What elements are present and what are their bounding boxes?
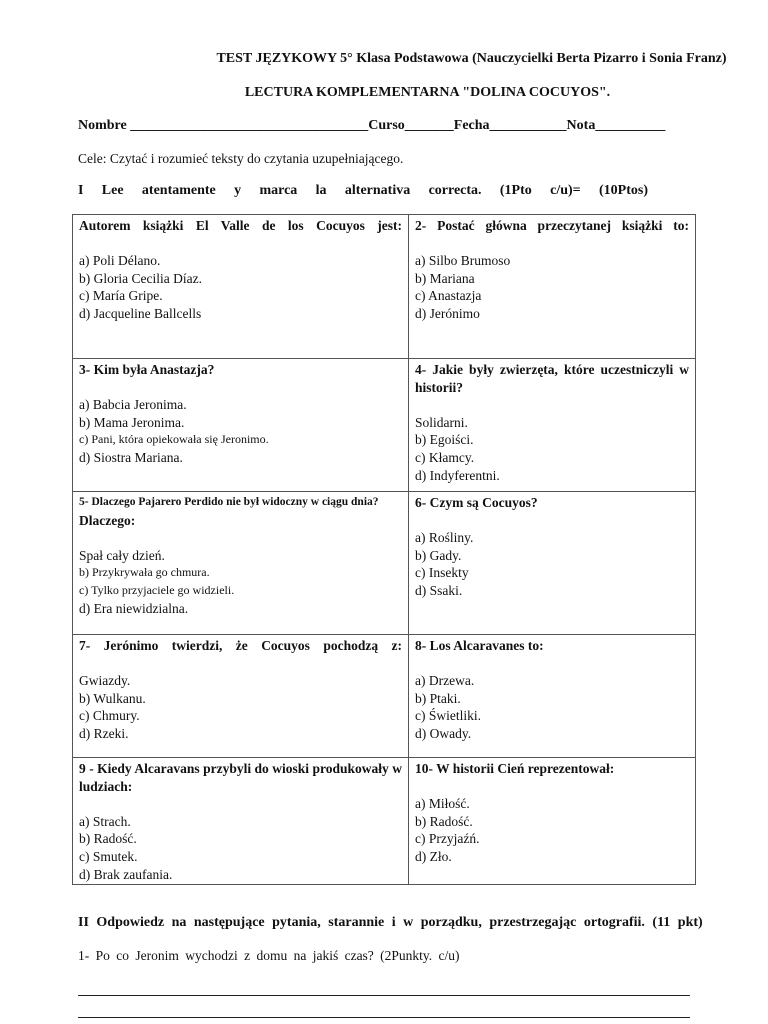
- question-title: Autorem książki El Valle de los Cocuyos jest:: [79, 218, 402, 233]
- question-cell-5: [73, 492, 409, 635]
- question-cell-3: [73, 359, 409, 492]
- option-c[interactable]: c) Smutek.: [79, 849, 138, 865]
- option-d[interactable]: d) Siostra Mariana.: [79, 450, 183, 466]
- question-cell-10: [409, 758, 696, 885]
- question-title: 9 - Kiedy Alcaravans przybyli do wioski produkowały w ludziach:: [79, 761, 402, 794]
- question-title-line2: Dlaczego:: [79, 512, 136, 528]
- option-c[interactable]: c) Chmury.: [79, 708, 140, 724]
- option-d[interactable]: d) Jerónimo: [415, 306, 480, 322]
- option-b[interactable]: b) Gloria Cecilia Díaz.: [79, 270, 202, 286]
- question-title: 10- W historii Cień reprezentował:: [415, 761, 615, 776]
- option-c[interactable]: c) María Gripe.: [79, 288, 163, 304]
- option-d[interactable]: d) Era niewidzialna.: [79, 600, 189, 616]
- option-b[interactable]: b) Radość.: [415, 813, 473, 829]
- option-a[interactable]: Gwiazdy.: [79, 672, 131, 688]
- option-b[interactable]: b) Mama Jeronima.: [79, 414, 185, 430]
- option-b[interactable]: b) Wulkanu.: [79, 690, 146, 706]
- question-cell-8: [409, 635, 696, 758]
- question-title: 3- Kim była Anastazja?: [79, 362, 215, 377]
- option-a[interactable]: a) Silbo Brumoso: [415, 252, 511, 268]
- option-d[interactable]: d) Jacqueline Ballcells: [79, 306, 202, 322]
- option-d[interactable]: d) Brak zaufania.: [79, 866, 173, 882]
- option-c[interactable]: c) Tylko przyjaciele go widzieli.: [79, 583, 235, 598]
- question-cell-7: [73, 635, 409, 758]
- option-c[interactable]: c) Kłamcy.: [415, 450, 475, 466]
- question-title: 7- Jerónimo twierdzi, że Cocuyos pochodzą z:: [79, 638, 402, 653]
- option-a[interactable]: a) Babcia Jeronima.: [79, 396, 187, 412]
- test-title: TEST JĘZYKOWY 5° Klasa Podstawowa (Nauczycielki Berta Pizarro i Sonia Franz): [216, 51, 727, 66]
- open-question-1: 1- Po co Jeronim wychodzi z domu na jakiś czas? (2Punkty. c/u): [78, 948, 460, 963]
- test-subtitle: LECTURA KOMPLEMENTARNA "DOLINA COCUYOS".: [244, 85, 611, 100]
- option-a[interactable]: a) Miłość.: [415, 795, 470, 811]
- option-c[interactable]: c) Insekty: [415, 565, 469, 581]
- option-b[interactable]: b) Przykrywała go chmura.: [79, 565, 210, 580]
- option-d[interactable]: d) Indyferentni.: [415, 467, 500, 483]
- option-c[interactable]: c) Świetliki.: [415, 708, 481, 724]
- question-title: 8- Los Alcaravanes to:: [415, 638, 544, 653]
- question-title: 2- Postać główna przeczytanej książki to:: [415, 218, 689, 233]
- option-a[interactable]: a) Rośliny.: [415, 529, 474, 545]
- option-c[interactable]: c) Przyjaźń.: [415, 831, 480, 847]
- section-1-instructions: I Lee atentamente y marca la alternativa correcta. (1Pto c/u)= (10Ptos): [78, 183, 648, 198]
- option-a[interactable]: a) Strach.: [79, 813, 131, 829]
- option-b[interactable]: b) Egoiści.: [415, 432, 474, 448]
- answer-line[interactable]: [78, 995, 690, 996]
- option-b[interactable]: b) Radość.: [79, 831, 137, 847]
- questions-table: [72, 214, 696, 885]
- question-cell-9: [73, 758, 409, 885]
- question-cell-6: [409, 492, 696, 635]
- student-info-line: Nombre __________________________________Curso_______Fecha___________Nota__________: [78, 118, 666, 133]
- option-b[interactable]: b) Gady.: [415, 547, 462, 563]
- section-2-instructions: II Odpowiedz na następujące pytania, starannie i w porządku, przestrzegając ortografii. (11 pkt): [78, 915, 703, 930]
- option-d[interactable]: d) Rzeki.: [79, 726, 129, 742]
- answer-line[interactable]: [78, 1017, 690, 1018]
- option-d[interactable]: d) Ssaki.: [415, 583, 463, 599]
- goal-text: Cele: Czytać i rozumieć teksty do czytania uzupełniającego.: [78, 151, 404, 166]
- option-a[interactable]: a) Poli Délano.: [79, 252, 161, 268]
- question-title: 6- Czym są Cocuyos?: [415, 495, 538, 510]
- question-cell-1: [73, 215, 409, 359]
- question-cell-2: [409, 215, 696, 359]
- question-cell-4: [409, 359, 696, 492]
- option-a[interactable]: Solidarni.: [415, 414, 468, 430]
- option-c[interactable]: c) Pani, która opiekowała się Jeronimo.: [79, 432, 269, 447]
- option-b[interactable]: b) Ptaki.: [415, 690, 461, 706]
- question-title: 4- Jakie były zwierzęta, które uczestniczyli w historii?: [415, 362, 689, 395]
- option-c[interactable]: c) Anastazja: [415, 288, 482, 304]
- option-d[interactable]: d) Zło.: [415, 849, 452, 865]
- option-b[interactable]: b) Mariana: [415, 270, 475, 286]
- option-d[interactable]: d) Owady.: [415, 726, 472, 742]
- option-a[interactable]: a) Drzewa.: [415, 672, 475, 688]
- option-a[interactable]: Spał cały dzień.: [79, 547, 165, 563]
- question-title: 5- Dlaczego Pajarero Perdido nie był widoczny w ciągu dnia?: [79, 496, 379, 508]
